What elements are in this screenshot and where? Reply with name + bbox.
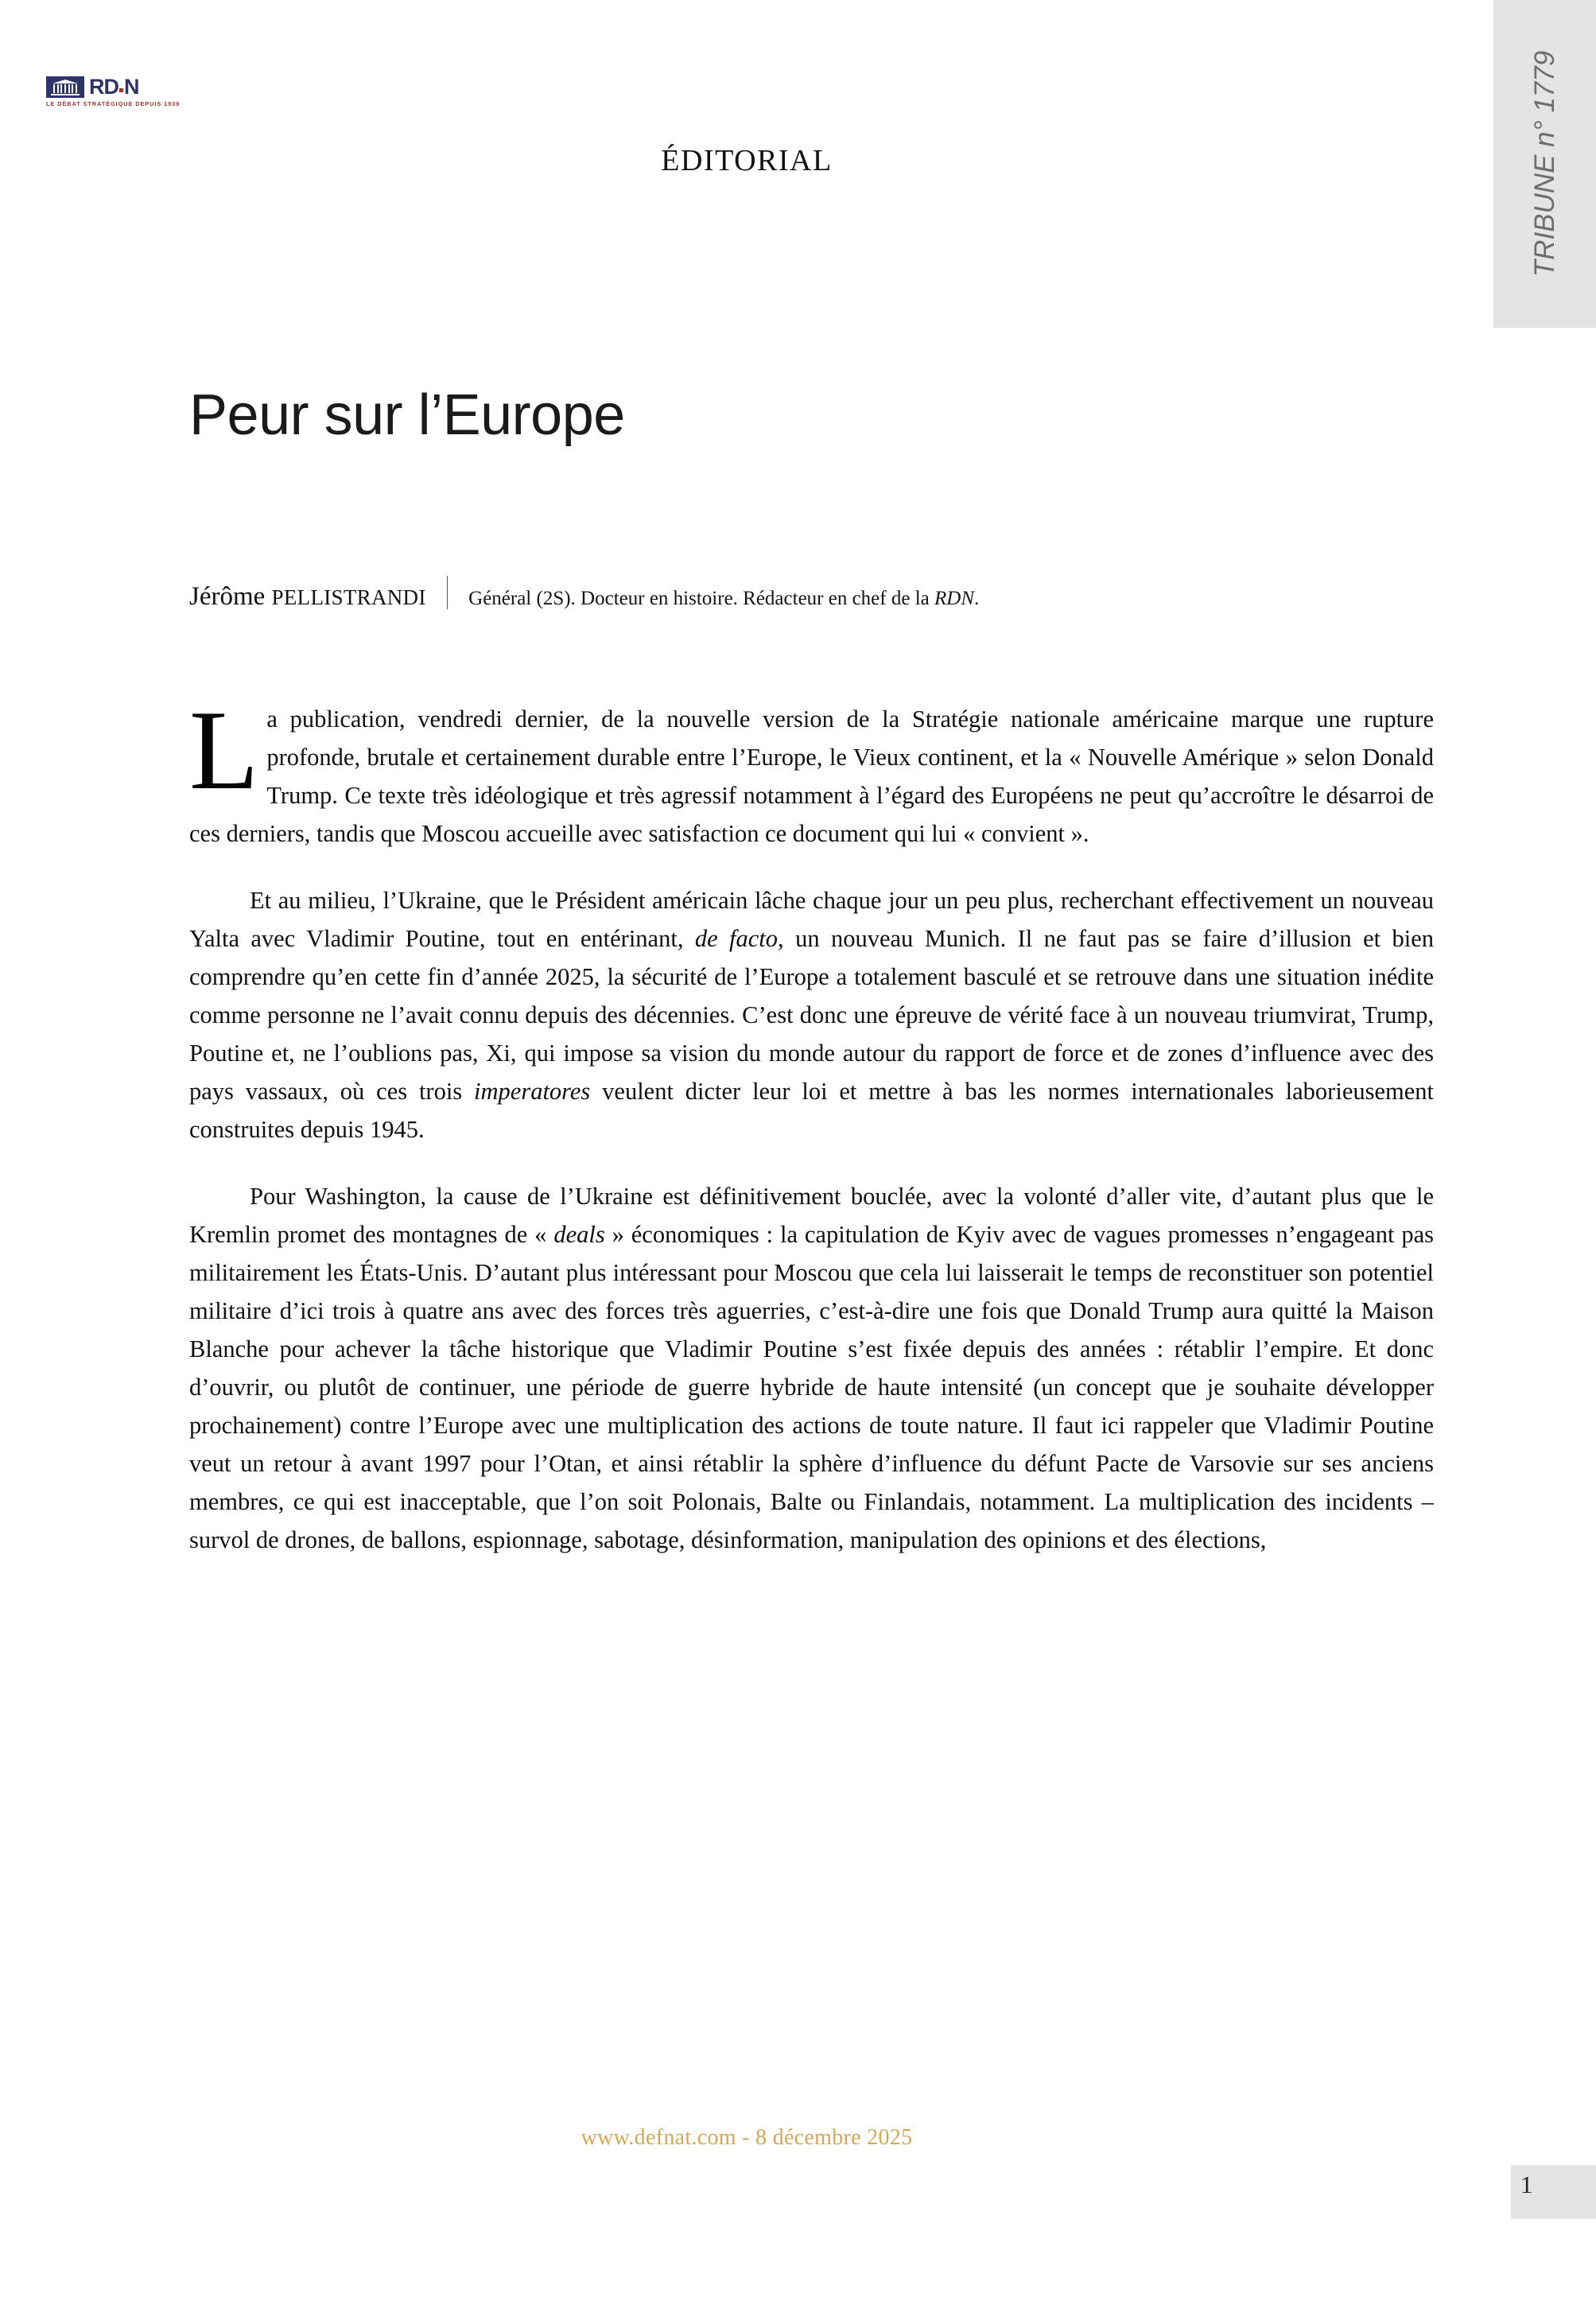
byline-role-period: .	[974, 588, 980, 609]
logo-base-shape	[51, 94, 80, 95]
section-kicker: ÉDITORIAL	[661, 144, 833, 177]
paragraph-2-italic-de-facto: de facto	[694, 925, 779, 952]
paragraph-2-italic-imperatores: imperatores	[474, 1078, 591, 1105]
byline-divider	[447, 576, 449, 609]
logo-wordmark	[89, 76, 139, 98]
logo-row	[46, 76, 157, 98]
paragraph-3	[189, 1177, 1434, 1559]
logo-letter-d: D	[103, 75, 118, 99]
page-number: 1	[1520, 2171, 1533, 2198]
byline-role-text: Général (2S). Docteur en histoire. Rédacteur en chef de la	[468, 588, 934, 609]
paragraph-2	[189, 881, 1434, 1149]
paragraph-3-part-2: » économiques : la capitulation de Kyiv avec de vagues promesses n’engageant pas militairement les États-Unis. D’autant plus intéressant pour Moscou que cela lui laisserait le temps de reconstituer son potentiel militaire d’ici trois à quatre ans avec des forces très aguerries, c’est-à-dire une fois que Donald Trump aura quitté la Maison Blanche pour achever la tâche historique que Vladimir Poutine s’est fixée depuis des années : rétablir l’empire. Et donc d’ouvrir, ou plutôt de continuer, une période de guerre hybride de haute intensité (un concept que je souhaite développer prochainement) contre l’Europe avec une multiplication des actions de toute nature. Il faut ici rappeler que Vladimir Poutine veut un retour à avant 1997 pour l’Otan, et ainsi rétablir la sphère d’influence du défunt Pacte de Varsovie sur ses anciens membres, ce qui est inacceptable, que l’on soit Polonais, Balte ou Finlandais, notamment. La multiplication des incidents – survol de drones, de ballons, espionnage, sabotage, désinformation, manipulation des opinions et des élections,	[189, 1221, 1435, 1553]
logo-tagline: LE DÉBAT STRATÉGIQUE DEPUIS 1939	[46, 100, 181, 107]
byline-role-journal: RDN	[934, 588, 974, 609]
logo-letter-r: R	[89, 75, 104, 99]
paragraph-2-part-2: , un nouveau Munich. Il ne faut pas se faire d’illusion et bien comprendre qu’en cette fin d’année 2025, la sécurité de l’Europe a totalement basculé et se retrouve dans une situation inédite comme personne ne l’avait connu depuis des décennies. C’est donc une épreuve de vérité face à un nouveau triumvirat, Trump, Poutine et, ne l’oublions pas, Xi, qui impose sa vision du monde autour du rapport de force et de zones d’influence avec des pays vassaux, où ces trois	[189, 925, 1435, 1105]
paragraph-2-part-1: Et au milieu, l’Ukraine, que le Président américain lâche chaque jour un peu plus, recherchant effectivement un nouveau Yalta avec Vladimir Poutine, tout en entérinant,	[189, 887, 1434, 952]
byline-author-firstname: Jérôme	[189, 582, 272, 611]
side-tab-rotation-wrapper	[1493, 0, 1596, 328]
page-number-block	[1511, 2165, 1596, 2219]
byline	[189, 571, 980, 611]
logo-roof-shape	[52, 80, 78, 84]
byline-role	[468, 588, 979, 610]
byline-author	[189, 582, 426, 612]
footer-source-line: www.defnat.com - 8 décembre 2025	[581, 2125, 913, 2150]
rdn-logo	[46, 75, 181, 109]
paragraph-3-part-1: Pour Washington, la cause de l’Ukraine est définitivement bouclée, avec la volonté d’aller vite, d’autant plus que le Kremlin promet des montagnes de «	[189, 1183, 1434, 1248]
article-body	[189, 687, 1435, 1588]
paragraph-1: La publication, vendredi dernier, de la nouvelle version de la Stratégie nationale américaine marque une rupture profonde, brutale et certainement durable entre l’Europe, le Vieux continent, et la « Nouvelle Amérique » selon Donald Trump. Ce texte très idéologique et très agressif notamment à l’égard des Européens ne peut qu’accroître le désarroi de ces derniers, tandis que Moscou accueille avec satisfaction ce document qui lui « convient ».	[189, 687, 1434, 847]
logo-letter-n: N	[124, 75, 139, 99]
tribune-side-tab	[1493, 0, 1596, 328]
tribune-number-label: TRIBUNE n° 1779	[1528, 50, 1560, 278]
paragraph-2-part-3: veulent dicter leur loi et mettre à bas les normes internationales laborieusement construites depuis 1945.	[189, 1078, 1434, 1143]
logo-red-dot-icon	[119, 88, 123, 92]
byline-author-lastname: PELLISTRANDI	[271, 585, 426, 609]
page-title: Peur sur l’Europe	[189, 383, 625, 447]
rdn-building-icon	[46, 76, 84, 98]
paragraph-3-italic-deals: deals	[553, 1221, 605, 1248]
logo-columns-shape	[53, 84, 77, 93]
